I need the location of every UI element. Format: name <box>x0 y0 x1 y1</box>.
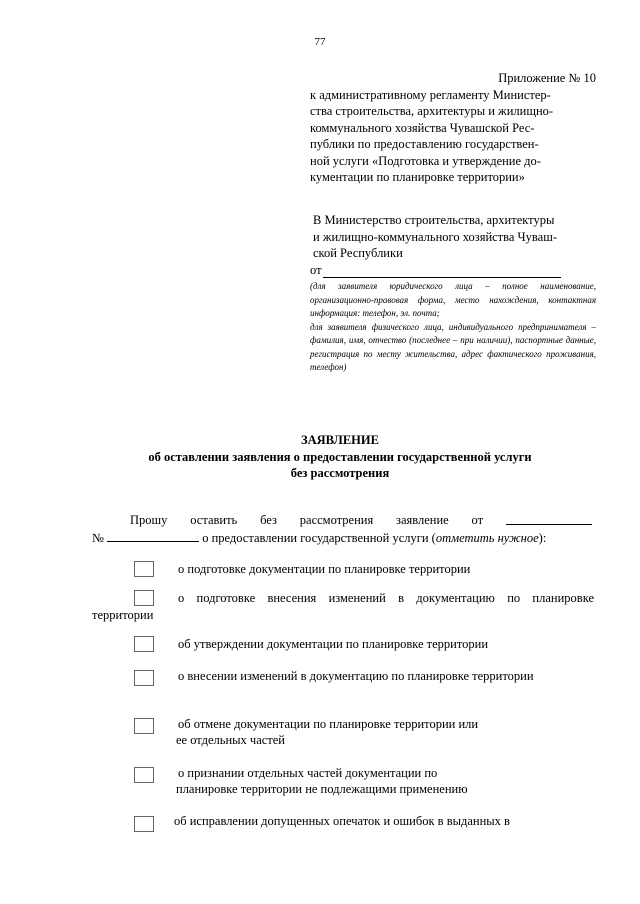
appendix-line: к административному регламенту Министер- <box>310 87 551 102</box>
option-text: об исправлении допущенных опечаток и ошибок в выданных в <box>174 814 510 828</box>
request-line-2 <box>92 529 592 547</box>
hint-legal-entity: (для заявителя юридического лица – полное наименование, организационно-правовая форма, место нахождения, контактная информация: телефон, эл. почта; <box>310 281 596 318</box>
recipient-block <box>310 212 596 375</box>
appendix-line: кументации по планировке территории» <box>310 170 525 184</box>
option-checkbox[interactable] <box>134 670 154 686</box>
option-checkbox[interactable] <box>134 561 154 577</box>
recipient-line: ской Республики <box>313 246 403 260</box>
option-item <box>92 590 594 626</box>
appendix-line: коммунального хозяйства Чувашской Рес- <box>310 120 535 135</box>
option-item <box>92 765 594 801</box>
page-number: 77 <box>314 36 326 48</box>
request-word: Прошу <box>130 513 168 527</box>
request-line-1 <box>92 512 592 529</box>
option-text: о подготовке документации по планировке территории <box>178 562 471 576</box>
request-word: оставить <box>190 513 238 527</box>
request-paragraph <box>92 512 592 546</box>
appendix-line: публики по предоставлению государствен- <box>310 137 539 151</box>
from-row <box>310 262 596 279</box>
service-text: о предоставлении государственной услуги ( <box>202 530 436 545</box>
mark-needed-hint: отметить нужное <box>435 530 539 545</box>
option-item <box>92 668 594 688</box>
document-subtitle: об оставлении заявления о предоставлении государственной услуги <box>148 449 532 464</box>
option-checkbox[interactable] <box>134 636 154 652</box>
option-text: об отмене документации по планировке территории или <box>178 717 479 731</box>
option-checkbox[interactable] <box>134 767 154 783</box>
option-text: ее отдельных частей <box>176 733 285 747</box>
from-label: от <box>310 262 322 277</box>
appendix-line: ной услуги «Подготовка и утверждение до- <box>310 153 541 168</box>
option-text: о признании отдельных частей документации по <box>178 766 438 780</box>
request-word: без <box>260 513 277 527</box>
appendix-body <box>310 87 596 186</box>
application-number-blank[interactable] <box>107 529 199 542</box>
option-text: о внесении изменений в документацию по планировке территории <box>178 669 534 683</box>
recipient-line: В Министерство строительства, архитектуры <box>313 213 555 227</box>
option-item <box>92 716 594 752</box>
option-item <box>92 636 594 656</box>
document-heading <box>60 432 620 482</box>
request-word: от <box>471 513 484 527</box>
applicant-hint <box>310 280 596 375</box>
number-sign: № <box>92 530 104 545</box>
option-checkbox[interactable] <box>134 816 154 832</box>
request-word: заявление <box>396 513 449 527</box>
hint-individual: для заявителя физического лица, индивидуального предпринимателя – фамилия, имя, отчество (последнее – при наличии), паспортные данные, регистрация по месту жительства, адрес фактического проживания, телефон) <box>310 321 596 372</box>
option-text: о подготовке внесения изменений в документацию по планировке территории <box>92 591 594 622</box>
application-date-blank[interactable] <box>506 512 592 525</box>
service-close: ): <box>538 530 547 545</box>
option-item <box>92 813 594 833</box>
applicant-blank-line[interactable] <box>323 265 561 278</box>
document-subtitle-2: без рассмотрения <box>290 466 390 480</box>
option-checkbox[interactable] <box>134 718 154 734</box>
recipient-line: и жилищно-коммунального хозяйства Чуваш- <box>313 229 558 244</box>
document-title: ЗАЯВЛЕНИЕ <box>301 433 379 447</box>
appendix-block <box>310 70 596 186</box>
appendix-title: Приложение № 10 <box>498 71 596 85</box>
request-word: рассмотрения <box>299 513 374 527</box>
option-text: планировке территории не подлежащими применению <box>176 782 468 796</box>
appendix-line: ства строительства, архитектуры и жилищно- <box>310 104 554 118</box>
option-item <box>92 561 594 581</box>
option-text: об утверждении документации по планировке территории <box>178 637 489 651</box>
